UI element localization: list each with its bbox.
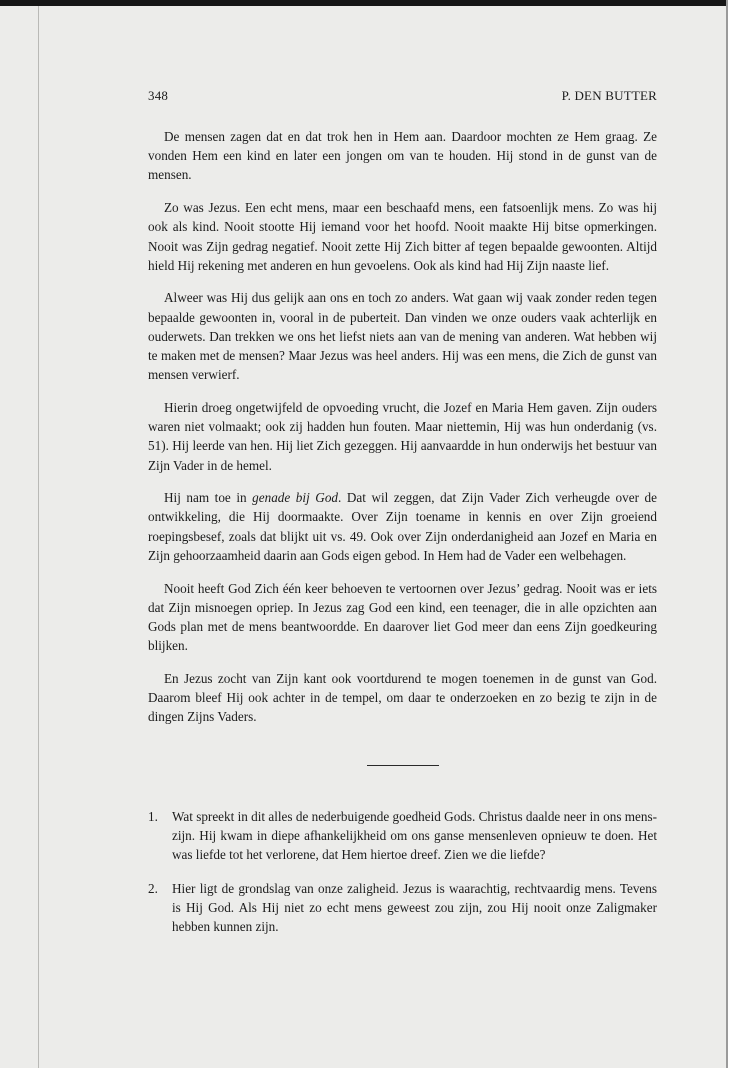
scan-top-edge [0, 0, 738, 6]
paragraph: De mensen zagen dat en dat trok hen in Hem aan. Daardoor mochten ze Hem graag. Ze vonden Hem een kind en later een jongen om van te houden. Hij stond in de gunst van de mensen. [148, 129, 657, 183]
paragraph: Nooit heeft God Zich één keer behoeven te vertoornen over Jezus’ gedrag. Nooit was er iets dat Zijn misnoegen opriep. In Jezus zag God een kind, een teenager, die in alle opzichten aan Gods plan met de mens beantwoordde. En daarover liet God meer dan eens Zijn goedkeuring blijken. [148, 580, 657, 654]
paragraph-text: . Dat wil zeggen, dat Zijn Vader Zich verheugde over de ontwikkeling, die Hij doormaakte. Over Zijn toename in kennis en over Zijn groeiend roepingsbesef, zoals dat blijkt uit vs. 49. Ook over Zijn onderdanigheid aan Jozef en Maria en Zijn gehoorzaamheid daarin aan Gods eigen gebod. In Hem had de Vader een welbehagen. [148, 490, 657, 563]
section-divider [367, 765, 439, 766]
note-item [148, 879, 657, 937]
emphasis-genade-bij-god: genade bij God [252, 490, 339, 506]
paragraph-text: Hij nam toe in [164, 490, 253, 506]
page-number: 348 [148, 88, 169, 103]
paragraph: Alweer was Hij dus gelijk aan ons en toch zo anders. Wat gaan wij vaak zonder reden tegen bepaalde gewoonten in, vooral in de puberteit. Dan vinden we onze ouders vaak achterlijk en ouderwets. Dan trekken we ons het liefst niets aan van de mening van anderen. Wat hebben wij te maken met de mensen? Maar Jezus was heel anders. Hij was een mens, die Zich de gunst van mensen verwierf. [148, 290, 657, 383]
paragraph: En Jezus zocht van Zijn kant ook voortdurend te mogen toenemen in de gunst van God. Daarom bleef Hij ook achter in de tempel, om daar te onderzoeken en zo bezig te zijn in de dingen Zijns Vaders. [148, 670, 657, 725]
paragraph: Hierin droeg ongetwijfeld de opvoeding vrucht, die Jozef en Maria Hem gaven. Zijn ouders waren niet volmaakt; ook zij hadden hun fouten. Maar niettemin, Hij was hun onderdanig (vs. 51). Hij leerde van hen. Hij liet Zich gezeggen. Hij aanvaardde in hun onderwijs het bestuur van Zijn Vader in de hemel. [148, 399, 657, 473]
note-number: 1. [148, 809, 158, 824]
running-head-author: P. DEN BUTTER [561, 88, 657, 103]
scan-right-margin [728, 0, 738, 1068]
note-number: 2. [148, 880, 158, 896]
note-text: Wat spreekt in dit alles de nederbuigende goedheid Gods. Christus daalde neer in ons mens-zijn. Hij kwam in diepe afhankelijkheid om ons ganse mensenleven opnieuw te doen. Het was liefde tot het verlorene, dat Hem hiertoe dreef. Zien we die liefde? [172, 809, 657, 863]
note-item [148, 807, 657, 865]
paragraph: Zo was Jezus. Een echt mens, maar een beschaafd mens, een fatsoenlijk mens. Zo was hij ook als kind. Nooit stootte Hij iemand voor het hoofd. Nooit maakte Hij bitse opmerkingen. Nooit was Zijn gedrag negatief. Nooit zette Hij Zich bitter af tegen bepaalde gewoonten. Altijd hield Hij rekening met anderen en hun gevoelens. Ook als kind had Hij Zijn naaste lief. [148, 200, 657, 273]
body-text [148, 127, 657, 740]
note-text: Hier ligt de grondslag van onze zaligheid. Jezus is waarachtig, rechtvaardig mens. Tevens is Hij God. Als Hij niet zo echt mens geweest zou zijn, zou Hij nooit onze Zaligmaker hebben kunnen zijn. [172, 880, 657, 935]
running-head [148, 88, 657, 106]
paragraph [148, 488, 657, 565]
scan-left-edge [38, 6, 39, 1068]
application-notes [148, 807, 657, 950]
